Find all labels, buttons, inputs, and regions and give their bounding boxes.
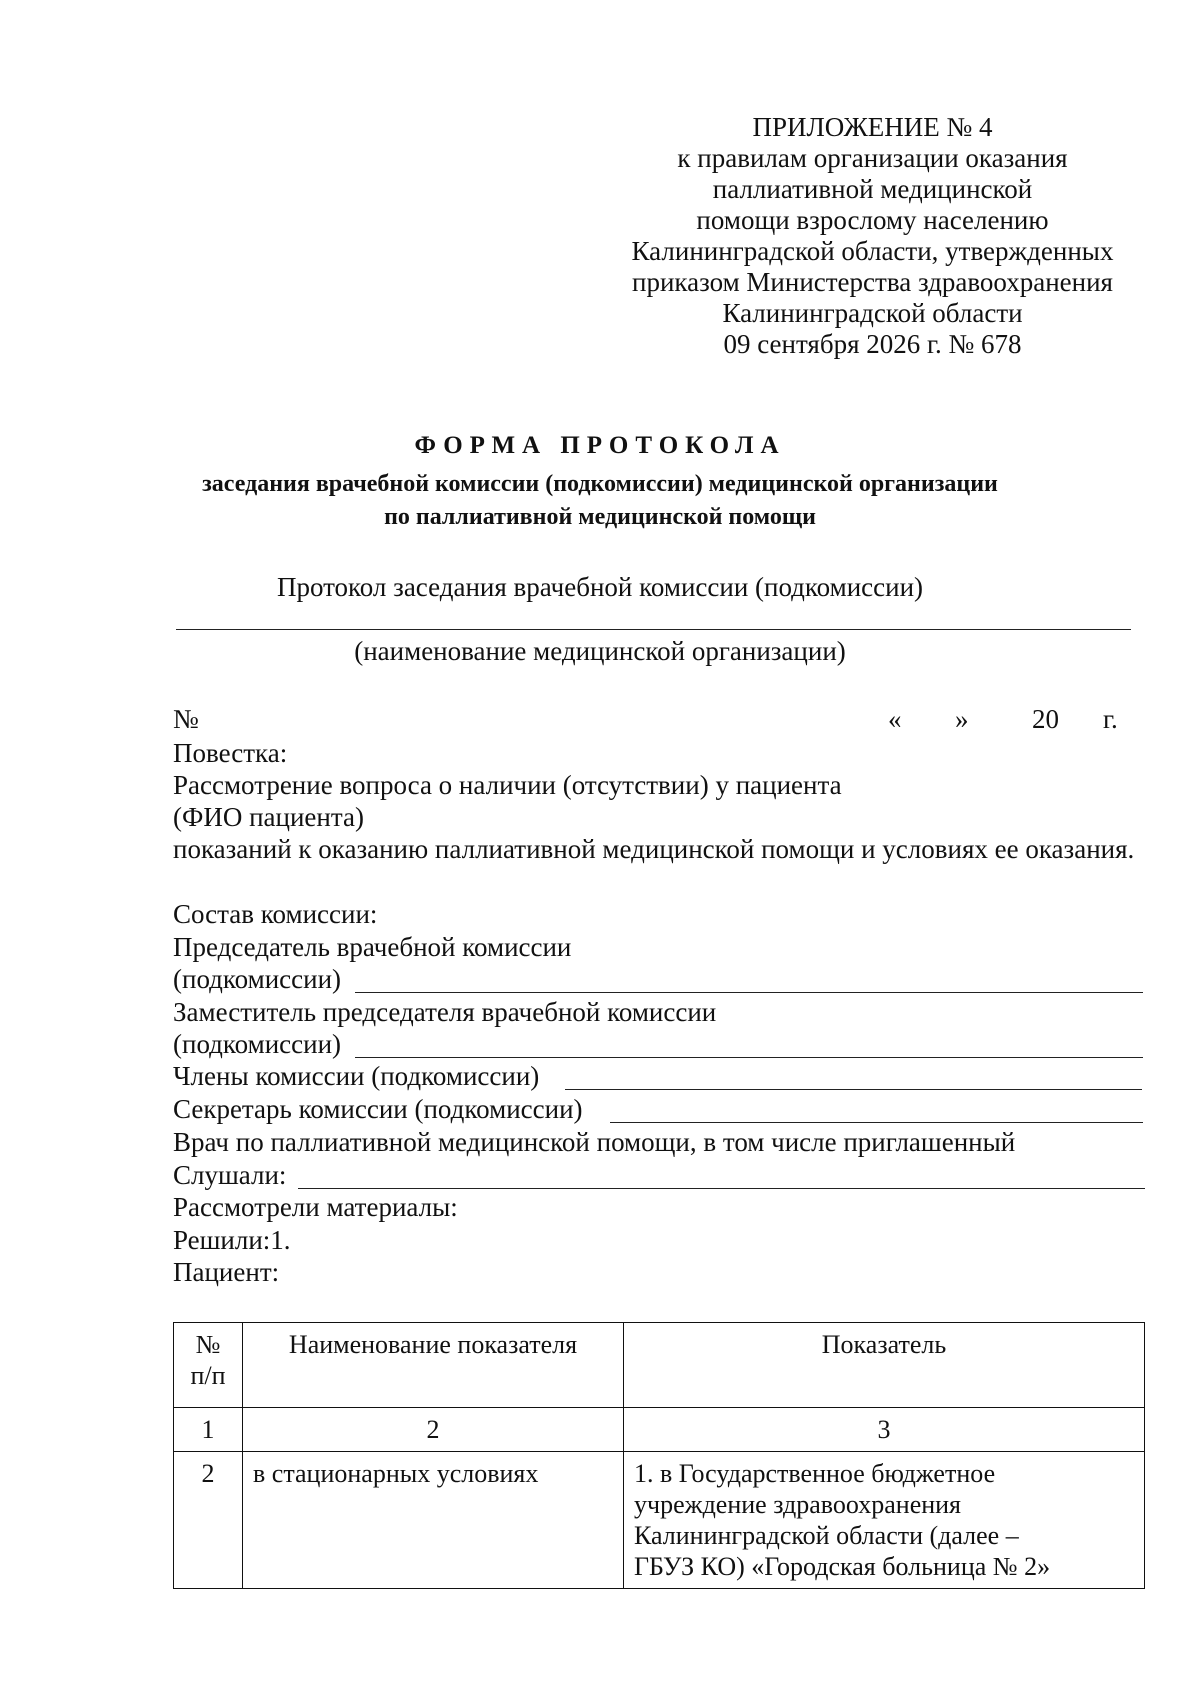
appendix-header <box>620 112 1125 360</box>
form-title: ФОРМА ПРОТОКОЛА <box>414 432 786 459</box>
appendix-line: Калининградской области <box>722 298 1023 328</box>
deputy-label: Заместитель председателя врачебной комиссии <box>173 997 717 1027</box>
subtitle-line-1: заседания врачебной комиссии (подкомиссии) медицинской организации <box>202 471 998 497</box>
agenda-text: Рассмотрение вопроса о наличии (отсутствии) у пациента <box>173 770 842 800</box>
value-line: 1. в Государственное бюджетное <box>634 1459 996 1488</box>
patient-label: Пациент: <box>173 1257 280 1287</box>
secretary-label: Секретарь комиссии (подкомиссии) <box>173 1094 583 1124</box>
members-fill-line[interactable] <box>565 1089 1142 1090</box>
value-line: учреждение здравоохранения <box>634 1490 962 1519</box>
value-line: Калининградской области (далее – <box>634 1521 1019 1550</box>
reviewed-label: Рассмотрели материалы: <box>173 1192 458 1222</box>
value-line: ГБУЗ КО) «Городская больница № 2» <box>634 1552 1051 1581</box>
protocol-heading: Протокол заседания врачебной комиссии (подкомиссии) <box>276 572 924 602</box>
appendix-line: приказом Министерства здравоохранения <box>632 267 1113 297</box>
header-indicator-value: Показатель <box>624 1323 1145 1408</box>
agenda-label: Повестка: <box>173 738 288 768</box>
row-number: 2 <box>174 1452 243 1589</box>
chairman-fill-line[interactable] <box>355 992 1143 993</box>
date-year-prefix: 20 <box>1032 704 1059 734</box>
indicators-table <box>173 1322 1145 1589</box>
header-indicator-name: Наименование показателя <box>243 1323 624 1408</box>
chairman-label: Председатель врачебной комиссии <box>173 932 572 962</box>
appendix-line: ПРИЛОЖЕНИЕ № 4 <box>752 112 993 142</box>
secretary-fill-line[interactable] <box>610 1122 1143 1123</box>
header-number: № п/п <box>174 1323 243 1408</box>
table-row <box>174 1452 1145 1589</box>
appendix-line: помощи взрослому населению <box>696 205 1049 235</box>
heard-fill-line[interactable] <box>298 1188 1145 1189</box>
row-indicator-value <box>624 1452 1145 1589</box>
doctor-label: Врач по паллиативной медицинской помощи, в том числе приглашенный <box>173 1127 1016 1157</box>
heard-label: Слушали: <box>173 1160 287 1190</box>
appendix-line: паллиативной медицинской <box>712 174 1033 204</box>
deputy-fill-line[interactable] <box>355 1057 1143 1058</box>
column-number-1: 1 <box>174 1408 243 1452</box>
appendix-line: 09 сентября 2026 г. № 678 <box>723 329 1022 359</box>
date-close-quote: » <box>955 704 969 734</box>
subtitle-line-2: по паллиативной медицинской помощи <box>384 504 816 530</box>
protocol-number-sign: № <box>173 704 199 734</box>
organization-fill-line[interactable] <box>176 629 1131 630</box>
commission-label: Состав комиссии: <box>173 899 378 929</box>
appendix-line: к правилам организации оказания <box>677 143 1068 173</box>
deputy-label-cont: (подкомиссии) <box>173 1029 342 1059</box>
indications-text: показаний к оказанию паллиативной медицинской помощи и условиях ее оказания. <box>173 834 1135 864</box>
date-open-quote: « <box>888 704 902 734</box>
column-number-3: 3 <box>624 1408 1145 1452</box>
decided-label: Решили:1. <box>173 1225 291 1255</box>
form-subtitle <box>0 468 1200 534</box>
appendix-line: Калининградской области, утвержденных <box>631 236 1114 266</box>
organization-caption: (наименование медицинской организации) <box>354 636 846 666</box>
row-indicator-name: в стационарных условиях <box>243 1452 624 1589</box>
patient-name-placeholder: (ФИО пациента) <box>173 802 364 832</box>
table-header-row <box>174 1323 1145 1408</box>
members-label: Члены комиссии (подкомиссии) <box>173 1061 540 1091</box>
column-number-2: 2 <box>243 1408 624 1452</box>
date-year-suffix: г. <box>1103 704 1118 734</box>
chairman-label-cont: (подкомиссии) <box>173 964 342 994</box>
table-column-numbers-row <box>174 1408 1145 1452</box>
